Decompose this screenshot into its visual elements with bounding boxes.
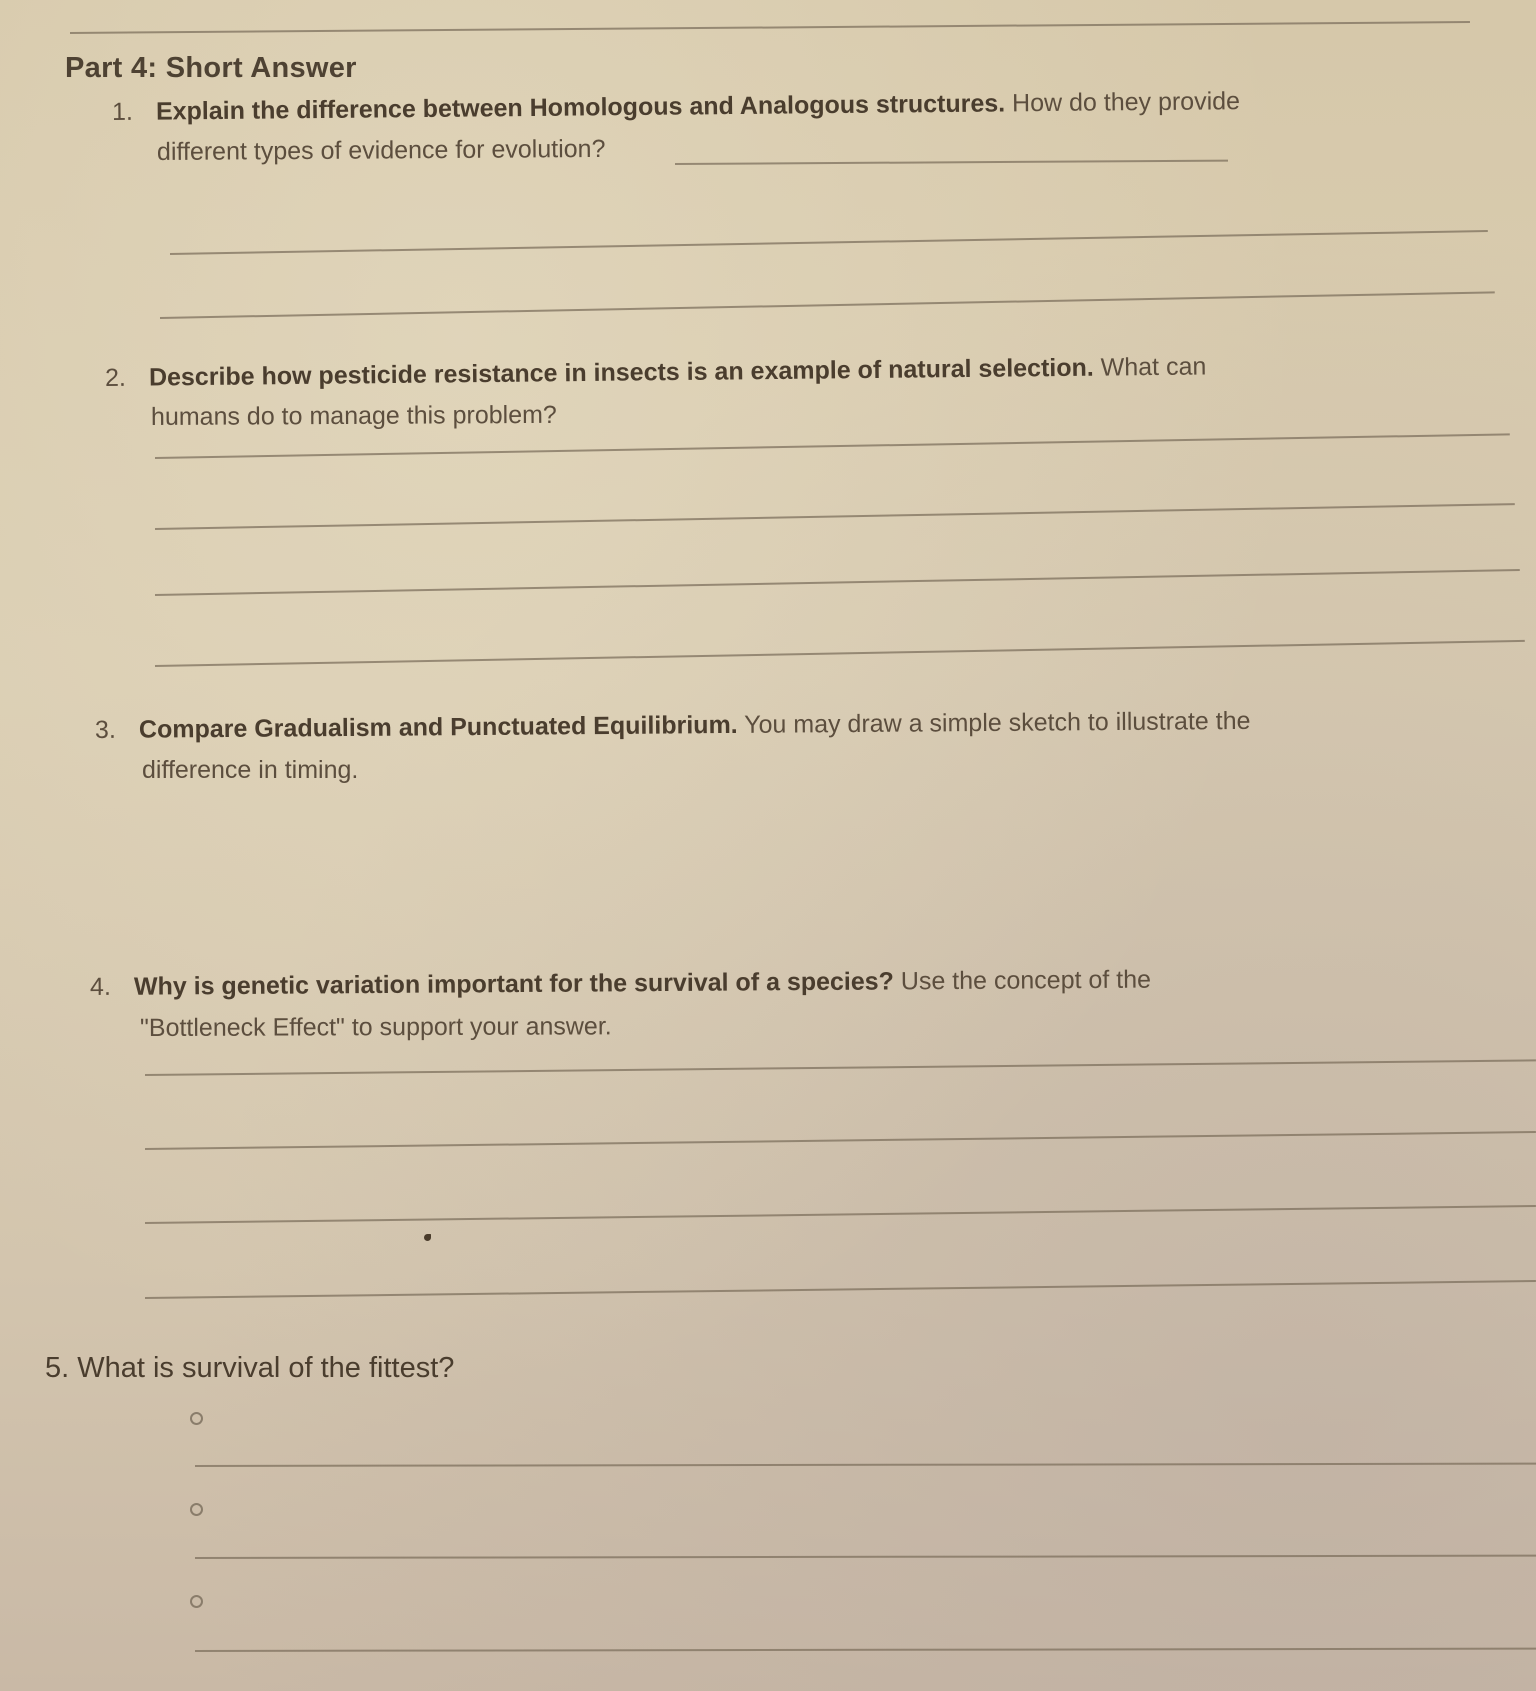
question-4-answer-line-1[interactable] [145,1059,1536,1076]
question-3-sketch-area[interactable] [140,800,1490,940]
question-3-number: 3. [94,715,116,744]
question-2-number: 2. [104,363,126,392]
question-5 [45,1352,454,1385]
question-2-answer-line-2[interactable] [155,503,1515,530]
question-4-bold: Why is genetic variation important for the survival of a species? [133,967,894,1001]
question-1-line-1 [112,87,1240,127]
question-5-answer-line-2[interactable] [195,1555,1536,1559]
question-4-plain: Use the concept of the [893,965,1152,996]
question-4-answer-line-4[interactable] [145,1280,1536,1299]
ink-speck [424,1234,431,1241]
question-1-inline-blank[interactable] [675,160,1228,165]
question-2-answer-line-1[interactable] [155,433,1510,459]
question-2-bold: Describe how pesticide resistance in insects is an example of natural selection. [148,353,1094,392]
question-5-text: What is survival of the fittest? [77,1352,455,1384]
question-5-answer-line-1[interactable] [195,1463,1536,1467]
question-1-bold: Explain the difference between Homologous and Analogous structures. [155,89,1006,126]
question-5-answer-line-3[interactable] [195,1648,1536,1652]
question-1-line-2: different types of evidence for evolution? [156,134,606,166]
question-2-plain: What can [1093,352,1207,382]
question-2-answer-line-3[interactable] [155,569,1520,596]
question-3-bold: Compare Gradualism and Punctuated Equilibrium. [138,710,738,744]
top-divider [70,21,1470,34]
question-4-answer-line-2[interactable] [145,1131,1536,1150]
question-5-number: 5. [45,1352,70,1384]
question-1-answer-line-1[interactable] [170,230,1488,255]
question-2-line-2: humans do to manage this problem? [150,400,557,431]
question-3-plain: You may draw a simple sketch to illustrate the [737,706,1251,739]
bullet-circle-icon [190,1595,203,1608]
question-3-line-1 [95,707,1251,745]
question-1-plain: How do they provide [1005,87,1241,118]
question-2-line-1 [105,352,1207,393]
question-2-answer-line-4[interactable] [155,640,1525,667]
question-4-answer-line-3[interactable] [145,1205,1536,1224]
question-3-line-2: difference in timing. [142,756,359,784]
question-4-line-2: "Bottleneck Effect" to support your answer. [139,1012,612,1042]
bullet-circle-icon [190,1503,203,1516]
question-1-number: 1. [111,97,133,126]
bullet-circle-icon [190,1412,203,1425]
section-title: Part 4: Short Answer [65,52,357,84]
question-1-answer-line-2[interactable] [160,291,1495,319]
question-4-line-1 [90,966,1151,1002]
question-4-number: 4. [89,972,111,1001]
